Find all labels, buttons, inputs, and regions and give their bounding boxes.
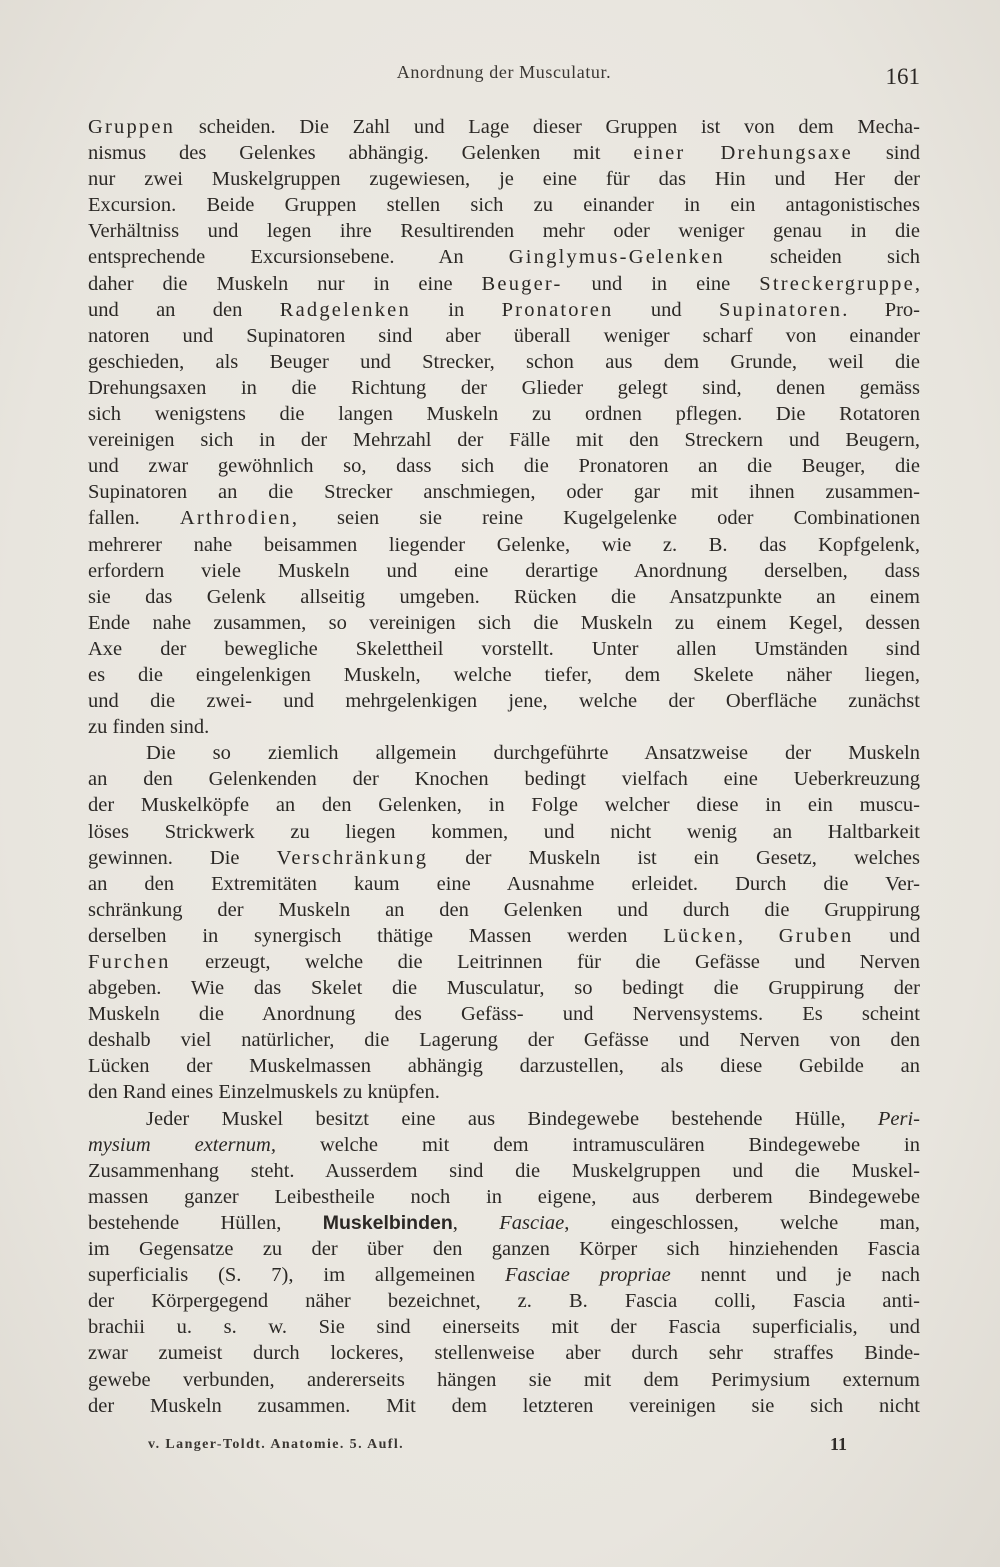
text-line	[88, 897, 920, 923]
text-line	[88, 584, 920, 610]
text-run: in	[410, 298, 502, 321]
text-line	[88, 427, 920, 453]
text-run: mehrerer nahe beisammen liegender Gelenke, wie z. B. das Kopfgelenk,	[88, 533, 920, 556]
text-run: daher die Muskeln nur in eine	[88, 272, 482, 295]
text-line	[88, 140, 920, 166]
text-run: ,	[452, 1211, 500, 1234]
text-line	[88, 871, 920, 897]
text-run: scheiden sich	[724, 246, 920, 269]
text-run: natoren und Supinatoren sind aber überall weniger scharf von einander	[88, 324, 920, 347]
text-run: vereinigen sich in der Mehrzahl der Fälle mit den Streckern und Beugern,	[88, 429, 920, 452]
spaced-emphasis: Ginglymus-Gelenken	[508, 246, 725, 269]
text-run: nennt und je nach	[670, 1264, 920, 1287]
spaced-emphasis: Gruppen	[88, 116, 176, 138]
spaced-emphasis: Furchen	[88, 951, 171, 973]
text-run: löses Strickwerk zu liegen kommen, und nicht wenig an Haltbarkeit	[88, 820, 920, 843]
text-run: der Muskeln zusammen. Mit dem letzteren vereinigen sie sich nicht	[88, 1394, 920, 1417]
page-number: 161	[885, 64, 920, 89]
text-run: deshalb viel natürlicher, die Lagerung der Gefässe und Nerven von den	[88, 1029, 920, 1052]
text-line	[88, 218, 920, 244]
text-run: nismus des Gelenkes abhängig. Gelenken mit	[88, 142, 634, 165]
text-run: der Muskelköpfe an den Gelenken, in Folge welcher diese in ein muscu-	[88, 794, 920, 817]
spaced-emphasis: Supinatoren	[718, 298, 843, 321]
text-run: derselben in synergisch thätige Massen werden	[88, 924, 664, 947]
text-run: der Körpergegend näher bezeichnet, z. B. Fascia colli, Fascia anti-	[88, 1290, 920, 1313]
spaced-emphasis: Arthrodien	[179, 507, 292, 530]
text-run: erzeugt, welche die Leitrinnen für die Gefässe und Nerven	[170, 951, 920, 973]
text-line	[88, 505, 920, 531]
text-run: entsprechende Excursionsebene. An	[88, 246, 509, 269]
text-run: nur zwei Muskelgruppen zugewiesen, je eine für das Hin und Her der	[88, 168, 920, 191]
spaced-emphasis: Radgelenken	[279, 298, 411, 321]
text-run: und	[853, 924, 921, 947]
text-run: Die so ziemlich allgemein durchgeführte Ansatzweise der Muskeln	[146, 742, 920, 765]
running-head	[88, 62, 920, 92]
text-run: erfordern viele Muskeln und eine derartige Anordnung derselben, dass	[88, 559, 920, 582]
text-line	[88, 349, 920, 375]
text-run: an den Gelenkenden der Knochen bedingt vielfach eine Ueberkreuzung	[88, 768, 920, 791]
italic-term: Peri-	[877, 1107, 920, 1130]
spaced-emphasis: Gruben	[778, 924, 854, 947]
sheet-number: 11	[830, 1434, 848, 1454]
text-line	[88, 1184, 920, 1210]
text-line	[88, 1158, 920, 1184]
text-line	[88, 244, 920, 270]
text-run: es die eingelenkigen Muskeln, welche tiefer, dem Skelete näher liegen,	[88, 663, 920, 686]
text-run: zu finden sind.	[88, 716, 210, 739]
text-line	[88, 949, 920, 975]
text-line	[88, 1236, 920, 1262]
italic-term: Fasciae	[499, 1211, 565, 1234]
text-line	[88, 532, 920, 558]
text-line	[88, 1132, 920, 1158]
text-run: zwar zumeist durch lockeres, stellenweise aber durch sehr straffes Binde-	[88, 1342, 920, 1365]
text-line	[88, 610, 920, 636]
text-line	[88, 1393, 920, 1419]
text-run: Ende nahe zusammen, so vereinigen sich die Muskeln zu einem Kegel, dessen	[88, 611, 920, 634]
text-run: scheiden. Die Zahl und Lage dieser Gruppen ist von dem Mecha-	[175, 116, 920, 138]
text-line	[88, 558, 920, 584]
text-run: an den Extremitäten kaum eine Ausnahme erleidet. Durch die Ver-	[88, 872, 920, 895]
text-run: gewebe verbunden, andererseits hängen sie mit dem Perimysium externum	[88, 1368, 920, 1391]
text-run: Jeder Muskel besitzt eine aus Bindegewebe bestehende Hülle,	[146, 1107, 878, 1130]
text-line	[88, 1367, 920, 1393]
text-line	[88, 923, 920, 949]
text-run: Drehungsaxen in die Richtung der Glieder gelegt sind, denen gemäss	[88, 376, 920, 399]
text-line	[88, 662, 920, 688]
text-line	[88, 479, 920, 505]
text-line	[88, 401, 920, 427]
spaced-emphasis: Lücken	[663, 924, 738, 947]
text-line	[88, 792, 920, 818]
text-run: abgeben. Wie das Skelet die Musculatur, so bedingt die Gruppirung der	[88, 977, 920, 1000]
text-run: Verhältniss und legen ihre Resultirenden mehr oder weniger genau in die	[88, 220, 920, 243]
bold-term: Muskelbinden	[322, 1211, 453, 1234]
text-line	[88, 323, 920, 349]
text-run: . Pro-	[842, 298, 921, 321]
text-line	[88, 740, 920, 766]
text-run: und zwar gewöhnlich so, dass sich die Pronatoren an die Beuger, die	[88, 455, 920, 478]
text-run: Lücken der Muskelmassen abhängig darzustellen, als diese Gebilde an	[88, 1055, 920, 1078]
spaced-emphasis: Pronatoren	[501, 298, 614, 321]
text-line	[88, 819, 920, 845]
page-footer	[88, 1434, 920, 1464]
text-line	[88, 166, 920, 192]
text-line	[88, 1262, 920, 1288]
spaced-emphasis: einer Drehungsaxe	[633, 142, 853, 165]
italic-term: mysium externum,	[88, 1133, 276, 1156]
text-run: sind	[852, 142, 920, 165]
text-run: , eingeschlossen, welche man,	[564, 1211, 920, 1234]
text-run: und in eine	[562, 272, 760, 295]
text-line	[88, 1340, 920, 1366]
text-run: Zusammenhang steht. Ausserdem sind die Muskelgruppen und die Muskel-	[88, 1159, 920, 1182]
text-run: fallen.	[88, 507, 180, 530]
text-run: brachii u. s. w. Sie sind einerseits mit der Fascia superficialis, und	[88, 1316, 920, 1339]
text-line	[88, 114, 920, 140]
printer-signature: v. Langer-Toldt. Anatomie. 5. Aufl.	[148, 1437, 405, 1452]
text-line	[88, 1079, 920, 1105]
text-line	[88, 714, 920, 740]
text-run: superficialis (S. 7), im allgemeinen	[88, 1264, 505, 1287]
spaced-emphasis: Verschränkung	[276, 846, 429, 869]
text-line	[88, 192, 920, 218]
text-line	[88, 1001, 920, 1027]
text-line	[88, 766, 920, 792]
text-line	[88, 975, 920, 1001]
text-run: der Muskeln ist ein Gesetz, welches	[428, 846, 920, 869]
text-run: und an den	[88, 298, 280, 321]
text-line	[88, 1027, 920, 1053]
text-run: den Rand eines Einzelmuskels zu knüpfen.	[88, 1081, 440, 1104]
text-line	[88, 1288, 920, 1314]
text-run: , seien sie reine Kugelgelenke oder Combinationen	[291, 507, 920, 530]
text-line	[88, 1314, 920, 1340]
text-run: bestehende Hüllen,	[88, 1211, 323, 1234]
text-run: welche mit dem intramusculären Bindegewebe in	[276, 1133, 920, 1156]
text-run: Muskeln die Anordnung des Gefäss- und Nervensystems. Es scheint	[88, 1003, 920, 1026]
text-line	[88, 271, 920, 297]
text-run: Axe der bewegliche Skelettheil vorstellt. Unter allen Umständen sind	[88, 637, 920, 660]
running-title: Anordnung der Musculatur.	[396, 62, 612, 82]
text-run: ,	[914, 272, 921, 295]
spaced-emphasis: Streckergruppe	[759, 272, 915, 295]
text-line	[88, 688, 920, 714]
text-run: Supinatoren an die Strecker anschmiegen, oder gar mit ihnen zusammen-	[88, 481, 920, 504]
text-run: Excursion. Beide Gruppen stellen sich zu einander in ein antagonistisches	[88, 194, 920, 217]
text-run: geschieden, als Beuger und Strecker, schon aus dem Grunde, weil die	[88, 350, 920, 373]
text-line	[88, 375, 920, 401]
text-line	[88, 1106, 920, 1132]
text-run: und	[613, 298, 719, 321]
text-run: ,	[737, 924, 779, 947]
text-line	[88, 1210, 920, 1236]
text-run: schränkung der Muskeln an den Gelenken und durch die Gruppirung	[88, 898, 920, 921]
text-line	[88, 636, 920, 662]
italic-term: Fasciae propriae	[504, 1264, 671, 1287]
body-text	[88, 114, 920, 1419]
text-line	[88, 1053, 920, 1079]
text-run: im Gegensatze zu der über den ganzen Körper sich hinziehenden Fascia	[88, 1238, 920, 1261]
text-run: sie das Gelenk allseitig umgeben. Rücken die Ansatzpunkte an einem	[88, 585, 920, 608]
text-line	[88, 845, 920, 871]
text-run: und die zwei- und mehrgelenkigen jene, welche der Oberfläche zunächst	[88, 690, 920, 713]
text-line	[88, 453, 920, 479]
text-run: sich wenigstens die langen Muskeln zu ordnen pflegen. Die Rotatoren	[88, 403, 920, 426]
spaced-emphasis: Beuger-	[481, 272, 563, 295]
text-run: gewinnen. Die	[88, 846, 277, 869]
text-line	[88, 297, 920, 323]
text-run: massen ganzer Leibestheile noch in eigene, aus derberem Bindegewebe	[88, 1185, 920, 1208]
